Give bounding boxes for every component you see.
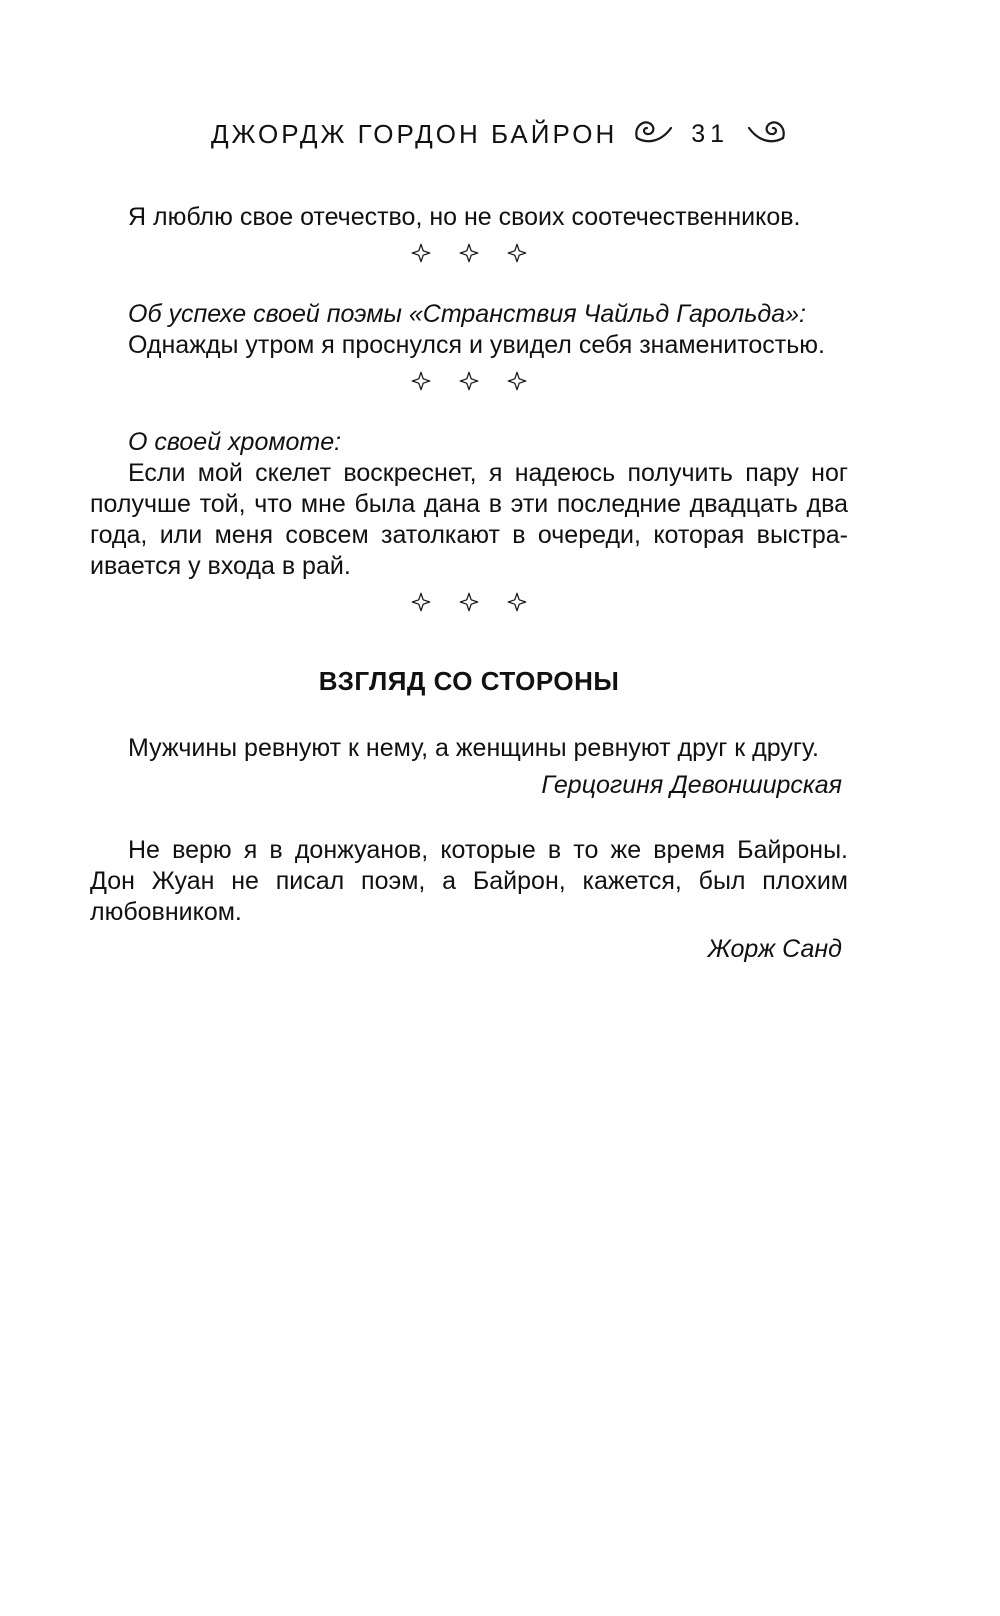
jealousy-attribution: Герцогиня Девонширская [541, 771, 842, 799]
four-pointed-star-icon [458, 370, 480, 392]
star-divider [90, 241, 848, 265]
four-pointed-star-icon [458, 591, 480, 613]
donjuan-attribution: Жорж Санд [707, 935, 842, 963]
donjuan-quote: Не верю я в донжуанов, которые в то же время Байроны. Дон Жуан не писал поэм, а Байрон, кажется, был плохим любовником. [90, 836, 848, 926]
quote-fatherland: Я люблю свое отечество, но не своих соотечественников. [128, 203, 801, 231]
chapter-title: ДЖОРДЖ ГОРДОН БАЙРОН [210, 118, 618, 149]
childe-harold-intro: Об успехе своей поэмы «Странствия Чайльд Гарольда»: [128, 300, 806, 328]
star-divider [90, 590, 848, 614]
four-pointed-star-icon [506, 370, 528, 392]
four-pointed-star-icon [506, 591, 528, 613]
star-divider [90, 369, 848, 393]
lameness-quote: Если мой скелет воскреснет, я надеюсь получить пару ног получше той, что мне была дана в эти последние двадцать два года, или меня совсем затолкают в очереди, которая выстраивается у входа в рай. [90, 459, 848, 580]
section-heading: ВЗГЛЯД СО СТОРОНЫ [318, 666, 620, 696]
running-head [150, 112, 848, 156]
four-pointed-star-icon [410, 242, 432, 264]
four-pointed-star-icon [506, 242, 528, 264]
four-pointed-star-icon [410, 370, 432, 392]
quill-flourish-left-icon [633, 117, 675, 152]
childe-harold-quote: Однажды утром я проснулся и увидел себя знаменитостью. [128, 331, 825, 359]
four-pointed-star-icon [458, 242, 480, 264]
page-number: 31 [691, 119, 730, 148]
four-pointed-star-icon [410, 591, 432, 613]
quill-flourish-right-icon [745, 117, 787, 152]
jealousy-quote: Мужчины ревнуют к нему, а женщины ревнуют друг к другу. [128, 734, 819, 762]
lameness-intro: О своей хромоте: [128, 428, 342, 456]
